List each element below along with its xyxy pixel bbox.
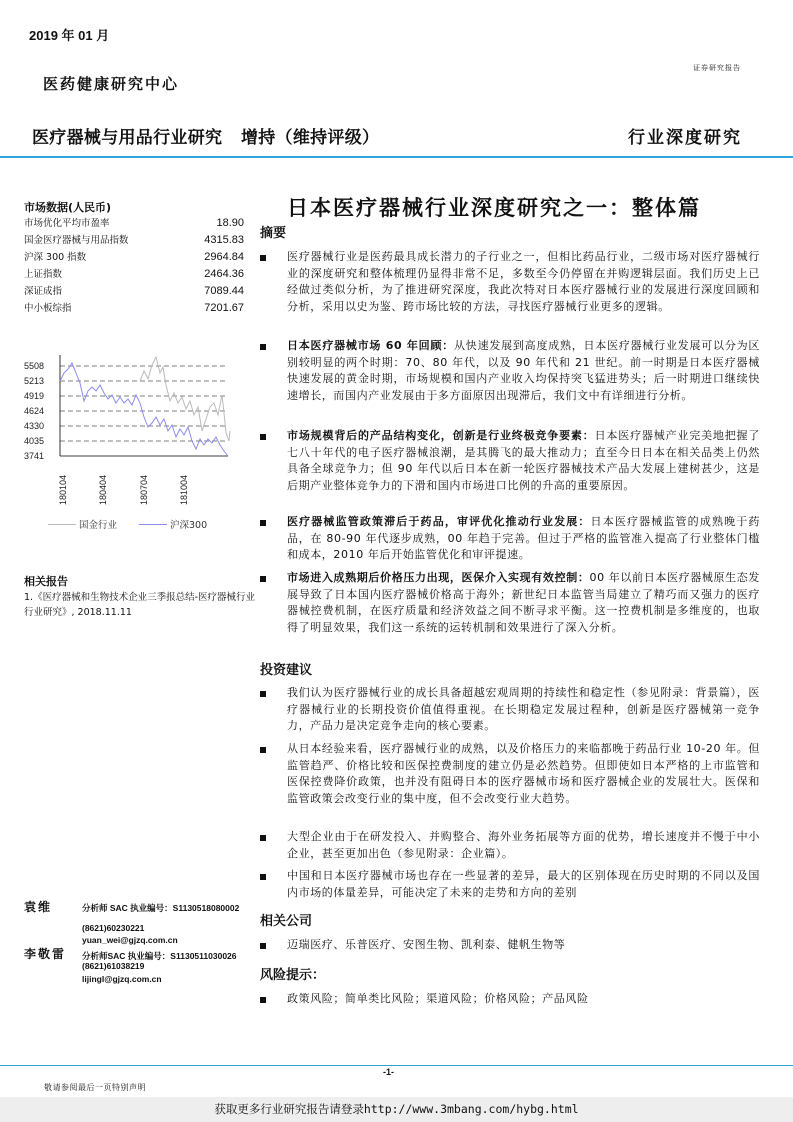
analyst-email[interactable]: lijingl@gjzq.com.cn (82, 974, 162, 984)
bullet-text: 从日本经验来看，医疗器械行业的成熟，以及价格压力的来临都晚于药品行业 10-20 年。但监管趋严、价格比较和医保控费制度的建立仍是必然趋势。但即使如日本严格的上市监管和医保控费降价政策，也并没有阻碍日本的医疗器械市场和医疗器械企业的发展壮大。医保和监管政策会改变行业的集中度，但不会改变行业大趋势。 (287, 742, 760, 805)
market-data-row (24, 232, 244, 249)
research-center-name: 医药健康研究中心 (43, 75, 180, 93)
abstract-bullet (260, 514, 760, 564)
investment-bullet (260, 868, 760, 901)
related-companies-heading: 相关公司 (260, 914, 313, 929)
market-data-row (24, 249, 244, 266)
analyst-phone: (8621)61038219 (82, 961, 145, 971)
risk-heading: 风险提示： (260, 968, 326, 983)
legend-label: 沪深300 (170, 520, 208, 531)
analyst-phone: (8621)60230221 (82, 923, 145, 933)
x-tick: 180404 (98, 474, 108, 505)
y-tick: 5213 (24, 376, 45, 386)
chart-legend (48, 517, 207, 531)
bullet-square-icon (260, 691, 266, 697)
legend-label: 国金行业 (79, 520, 118, 531)
bullet-text: 中国和日本医疗器械市场也存在一些显著的差异，最大的区别体现在历史时期的不同以及国内市场的体量差异，可能决定了未来的走势和方向的差别 (287, 869, 760, 899)
market-data-value: 2464.36 (204, 268, 244, 280)
abstract-heading: 摘要 (260, 226, 287, 241)
investment-heading: 投资建议 (260, 663, 313, 678)
bullet-square-icon (260, 943, 266, 949)
bullet-square-icon (260, 520, 266, 526)
y-tick: 4919 (24, 391, 45, 401)
bullet-square-icon (260, 576, 266, 582)
bullet-text: 市场规模背后的产品结构变化，创新是行业终极竞争要素：日本医疗器械产业完美地把握了七八十年代的电子医疗器械浪潮，是其腾飞的最大推动力；直至今日日本在相关品类上仍然具备全球竞争力；但 90 年代以后日本在新一轮医疗器械技术产品大发展上建树甚少，这是后期产业整体竞争力的下滑和国内市场进口比例的升高的重要原因。 (287, 429, 760, 492)
report-title: 日本医疗器械行业深度研究之一：整体篇 (287, 195, 701, 220)
page-number: -1- (383, 1067, 394, 1077)
market-data-label: 国金医疗器械与用品指数 (24, 235, 129, 246)
industry-rating-title: 医疗器械与用品行业研究 增持（维持评级） (32, 128, 380, 148)
bullet-text: 政策风险；简单类比风险；渠道风险；价格风险；产品风险 (287, 992, 589, 1005)
y-tick: 4624 (24, 406, 45, 416)
bullet-text: 市场进入成熟期后价格压力出现，医保介入实现有效控制：00 年以前日本医疗器械原生态发展导致了日本国内医疗器械价格高于海外；新世纪日本监管当局建立了精巧而又强力的医疗器械控费机制，在医疗质量和经济效益之间不断寻求平衡。这一控费机制是多维度的，也取得了明显效果，我们这一系统的运转机制和效果进行了深入分析。 (287, 571, 760, 634)
bullet-square-icon (260, 747, 266, 753)
y-tick: 4330 (24, 421, 45, 431)
market-data-label: 市场优化平均市盈率 (24, 218, 110, 229)
analyst-name: 袁维 (24, 900, 53, 914)
companies-bullet (260, 937, 760, 954)
market-data-label: 上证指数 (24, 269, 63, 280)
market-data-value: 2964.84 (204, 251, 244, 263)
y-tick: 4035 (24, 436, 45, 446)
legend-item-hs300 (139, 517, 207, 531)
market-data-label: 中小板综指 (24, 303, 72, 314)
header-divider (0, 156, 793, 158)
bullet-text: 大型企业由于在研发投入、并购整合、海外业务拓展等方面的优势，增长速度并不慢于中小企业，甚至更加出色（参见附录：企业篇）。 (287, 830, 760, 860)
legend-swatch (139, 524, 167, 525)
analyst-name: 李敬雷 (24, 947, 67, 961)
bullet-text: 医疗器械监管政策滞后于药品，审评优化推动行业发展：日本医疗器械监管的成熟晚于药品，在 80-90 年代逐步成熟，00 年趋于完善。但过于严格的监管准入提高了行业整体门槛和成本，2010 年后开始监管优化和审评提速。 (287, 515, 760, 561)
market-data-value: 7089.44 (204, 285, 244, 297)
market-data-label: 深证成指 (24, 286, 63, 297)
x-tick: 181004 (179, 474, 189, 505)
bullet-square-icon (260, 997, 266, 1003)
report-category: 行业深度研究 (628, 128, 742, 148)
bullet-square-icon (260, 874, 266, 880)
related-reports-title: 相关报告 (24, 575, 68, 588)
investment-bullet (260, 741, 760, 807)
series-guojin-line (140, 357, 230, 441)
investment-bullet (260, 685, 760, 735)
investment-bullet (260, 829, 760, 862)
bullet-square-icon (260, 255, 266, 261)
bullet-square-icon (260, 835, 266, 841)
analyst-cert: 分析师 SAC 执业编号：S1130518080002 (82, 903, 240, 913)
gridlines (60, 366, 226, 441)
bullet-text: 日本医疗器械市场 60 年回顾：从快速发展到高度成熟，日本医疗器械行业发展可以分为区别较明显的两个时期：70、80 年代，以及 90 年代和 21 世纪。前一时期是日本医疗器械快速发展的黄金时期，市场规模和国内产业收入均保持突飞猛进势头；后一时期进口继续快速增长，而国内产业发展由于多方面原因出现滞后，我们文中有详细进行分析。 (287, 339, 760, 402)
market-data-table (24, 215, 244, 317)
related-report-link[interactable]: 1.《医疗器械和生物技术企业三季报总结-医疗器械行业行业研究》, 2018.11.11 (24, 592, 255, 618)
analyst-cert: 分析师SAC 执业编号：S1130511030026 (82, 951, 237, 961)
market-data-label: 沪深 300 指数 (24, 252, 87, 263)
market-data-row (24, 283, 244, 300)
report-type-label: 证券研究报告 (693, 64, 741, 72)
x-tick: 180704 (139, 474, 149, 505)
analyst-email[interactable]: yuan_wei@gjzq.com.cn (82, 935, 178, 945)
bullet-text: 医疗器械行业是医药最具成长潜力的子行业之一，但相比药品行业，二级市场对医疗器械行业的深度研究和整体梳理仍显得非常不足，多数至今仍停留在并购逻辑层面。我们历史上已经做过类似分析，为了推进研究深度，我此次特对日本医疗器械行业的发展进行深度回顾和分析，采用以史为鉴、跨市场比较的方法，寻找医疗器械行业更多的逻辑。 (287, 250, 760, 313)
disclaimer-note: 敬请参阅最后一页特别声明 (44, 1083, 146, 1092)
legend-swatch (48, 524, 76, 525)
series-hs300-line (60, 363, 228, 456)
abstract-bullet (260, 428, 760, 494)
x-axis-labels (58, 475, 189, 505)
bullet-text: 迈瑞医疗、乐普医疗、安图生物、凯利泰、健帆生物等 (287, 938, 566, 951)
y-tick: 3741 (24, 451, 45, 461)
market-data-row (24, 300, 244, 317)
abstract-bullet (260, 570, 760, 636)
bullet-square-icon (260, 344, 266, 350)
market-data-value: 4315.83 (204, 234, 244, 246)
report-date: 2019 年 01 月 (29, 28, 110, 43)
market-data-row (24, 215, 244, 232)
market-data-value: 18.90 (216, 217, 244, 229)
market-data-row (24, 266, 244, 283)
index-comparison-chart (18, 355, 238, 535)
abstract-bullet (260, 338, 760, 404)
y-tick: 5508 (24, 361, 45, 371)
bullet-square-icon (260, 434, 266, 440)
x-tick: 180104 (58, 474, 68, 505)
footer-banner-link[interactable]: 获取更多行业研究报告请登录http://www.3mbang.com/hybg.html (0, 1097, 793, 1122)
risk-bullet (260, 991, 760, 1008)
abstract-bullet (260, 249, 760, 315)
market-data-title: 市场数据(人民币) (24, 201, 112, 214)
legend-item-guojin (48, 517, 117, 531)
footer-divider (0, 1065, 793, 1066)
bullet-text: 我们认为医疗器械行业的成长具备超越宏观周期的持续性和稳定性（参见附录：背景篇），医疗器械行业的长期投资价值值得重视。在长期稳定发展过程种，创新是医疗器械第一竞争力，产品力是决定竞争走向的核心要素。 (287, 686, 760, 732)
y-axis-labels (24, 361, 44, 461)
market-data-value: 7201.67 (204, 302, 244, 314)
